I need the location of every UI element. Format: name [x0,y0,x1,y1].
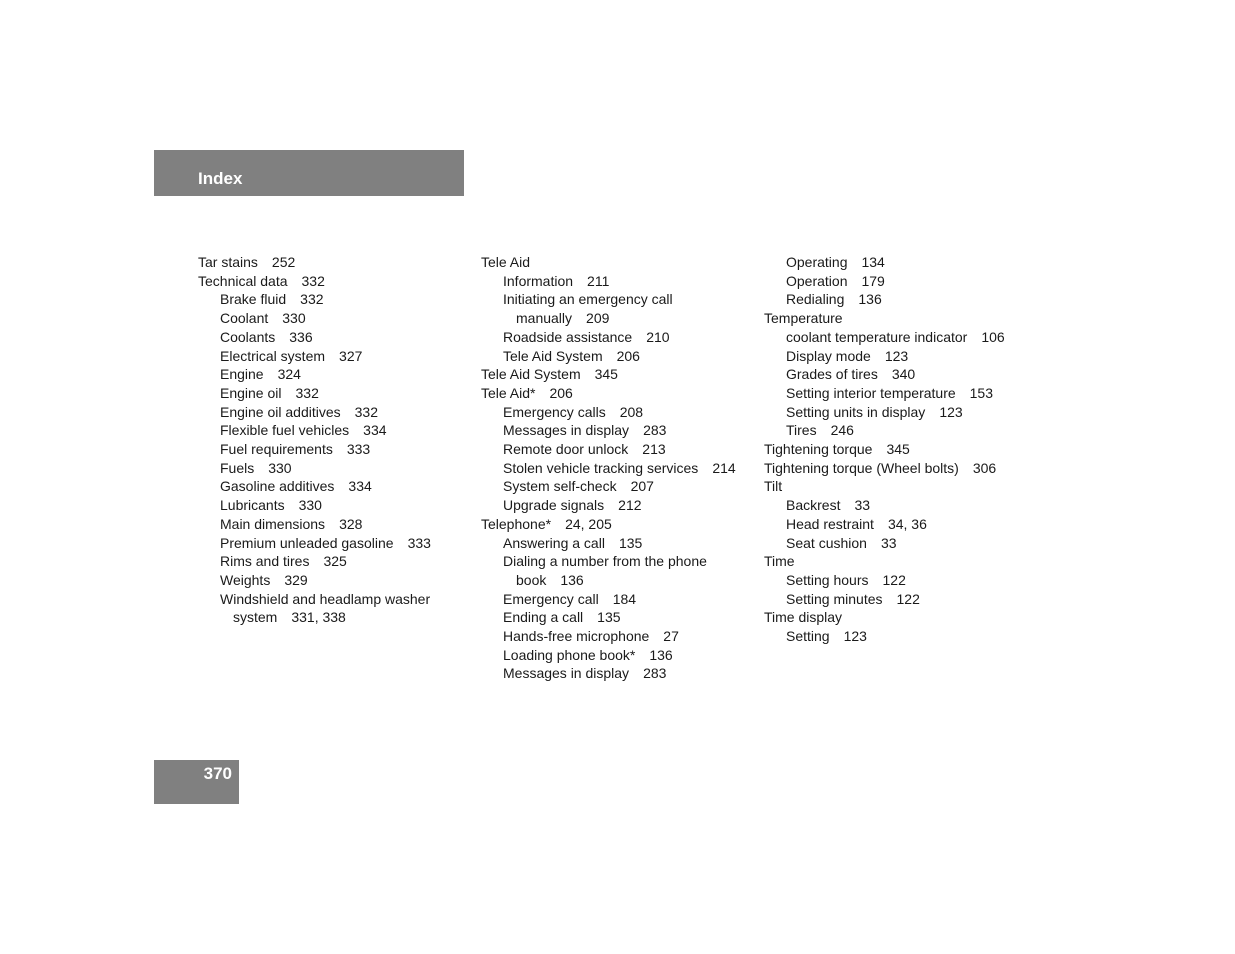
index-entry-term: Remote door unlock [503,441,629,458]
index-entry-page-ref[interactable]: 27 [663,628,679,645]
index-entry [198,309,478,328]
index-entry [481,571,761,590]
index-entry-term: Rims and tires [220,553,310,570]
index-entry-page-ref[interactable]: 306 [972,459,997,476]
index-entry-page-ref[interactable]: 332 [300,291,324,308]
index-entry [481,477,761,496]
index-entry-page-ref[interactable]: 327 [339,347,363,364]
index-entry-term: Gasoline additives [220,478,335,495]
index-entry-term: Flexible fuel vehicles [220,422,350,439]
index-entry-term: Messages in display [503,422,630,439]
index-entry-page-ref[interactable]: 122 [896,590,920,607]
index-entry [764,590,1044,609]
index-entry-term: Hands-free microphone [503,628,650,645]
index-column-1 [198,253,478,627]
index-entry [198,571,478,590]
index-entry-term: Tightening torque [764,441,873,458]
index-entry [481,552,761,571]
index-entry [764,384,1044,403]
index-entry-page-ref[interactable]: 24, 205 [565,515,612,532]
index-column-3 [764,253,1044,646]
index-entry-page-ref[interactable]: 334 [363,422,387,439]
index-entry-page-ref[interactable]: 246 [830,422,854,439]
index-entry-term: Tires [786,422,817,439]
index-entry [198,421,478,440]
index-entry [764,253,1044,272]
index-entry-term: Tightening torque (Wheel bolts) [764,459,959,476]
index-entry [198,496,478,515]
index-entry-term: Tele Aid* [481,384,536,401]
index-entry [481,384,761,403]
index-entry [481,347,761,366]
index-entry-term: Setting interior temperature [786,384,956,401]
index-entry [198,608,478,627]
index-entry [764,440,1044,459]
index-entry-term: Stolen vehicle tracking services [503,459,699,476]
index-entry-page-ref[interactable]: 213 [642,441,666,458]
index-entry-page-ref[interactable]: 330 [282,310,306,327]
index-entry [198,515,478,534]
index-entry [764,571,1044,590]
index-entry [481,309,761,328]
index-entry-page-ref[interactable]: 336 [289,328,313,345]
index-entry-page-ref[interactable]: 135 [618,534,643,551]
index-entry-page-ref[interactable]: 345 [594,366,618,383]
index-entry [481,608,761,627]
index-entry-term: Weights [220,571,271,588]
index-entry-page-ref[interactable]: 33 [880,534,897,551]
index-entry [764,421,1044,440]
index-entry-page-ref[interactable]: 136 [858,291,882,308]
index-entry-page-ref[interactable]: 325 [323,553,347,570]
index-entry-term: Premium unleaded gasoline [220,534,394,551]
index-entry-term: Tele Aid [481,254,531,270]
index-entry [764,403,1044,422]
index-entry-term: Initiating an emergency call [503,291,673,308]
index-entry [198,440,478,459]
index-entry-term: Setting units in display [786,403,926,420]
index-entry [764,496,1044,515]
index-entry-term: Telephone* [481,515,552,532]
index-entry [198,590,478,609]
page-number: 370 [203,764,232,783]
index-entry-page-ref[interactable]: 340 [891,366,916,383]
index-entry [764,328,1044,347]
index-entry-page-ref[interactable]: 212 [618,497,642,514]
index-entry [481,272,761,291]
index-entry [481,328,761,347]
index-entry [481,534,761,553]
index-entry-page-ref[interactable]: 208 [619,403,644,420]
index-entry-term: Emergency calls [503,403,606,420]
index-entry [198,272,478,291]
index-entry-term: Ending a call [503,609,584,626]
index-entry [764,477,1044,496]
index-entry [764,627,1044,646]
index-entry [764,347,1044,366]
index-entry-page-ref[interactable]: 136 [560,571,584,588]
section-title: Index [198,169,243,188]
index-entry-page-ref[interactable]: 328 [339,515,363,532]
index-entry-page-ref[interactable]: 153 [969,384,993,401]
index-entry-page-ref[interactable]: 106 [981,328,1005,345]
index-entry-page-ref[interactable]: 331, 338 [291,609,346,626]
index-entry [764,459,1044,478]
index-entry-term: Lubricants [220,497,285,514]
index-entry-term: Display mode [786,347,871,364]
index-entry [481,403,761,422]
section-header-bar [154,150,464,196]
index-entry-page-ref[interactable]: 333 [407,534,431,551]
index-entry-term: System self-check [503,478,617,495]
index-entry-term: Messages in display [503,665,630,682]
index-entry-page-ref[interactable]: 283 [643,665,667,682]
index-entry-page-ref[interactable]: 214 [712,459,736,476]
index-entry [198,477,478,496]
index-entry [198,403,478,422]
index-entry-page-ref[interactable]: 134 [861,254,885,270]
index-entry [764,552,1044,571]
index-entry-term: Setting [786,628,830,645]
index-entry [764,272,1044,291]
index-entry-page-ref[interactable]: 332 [295,384,319,401]
index-entry-page-ref[interactable]: 34, 36 [887,515,927,532]
index-entry-term: Backrest [786,497,841,514]
index-entry [481,664,761,683]
index-entry [481,365,761,384]
index-entry [481,515,761,534]
index-entry-term: Main dimensions [220,515,326,532]
index-entry-term: Head restraint [786,515,874,532]
index-entry-term: Setting minutes [786,590,883,607]
index-entry-term: Tar stains [198,254,258,270]
index-entry-term: Coolant [220,310,269,327]
index-entry-term: Seat cushion [786,534,867,551]
index-entry-term: Time display [764,609,843,626]
index-entry-page-ref[interactable]: 210 [646,328,670,345]
index-entry [481,253,761,272]
index-entry-term: Answering a call [503,534,605,551]
index-entry [764,309,1044,328]
index-entry-page-ref[interactable]: 33 [854,497,871,514]
index-entry-page-ref[interactable]: 345 [886,441,910,458]
index-entry-page-ref[interactable]: 123 [939,403,963,420]
index-entry-page-ref[interactable]: 334 [348,478,372,495]
index-entry-page-ref[interactable]: 122 [882,571,906,588]
index-entry-page-ref[interactable]: 123 [884,347,909,364]
index-entry-term: Engine oil [220,384,282,401]
index-entry-term: Operation [786,272,848,289]
index-entry-term: Dialing a number from the phone [503,553,707,570]
index-entry-term: Engine [220,366,264,383]
index-entry [198,459,478,478]
index-entry-term: Roadside assistance [503,328,633,345]
index-entry [481,646,761,665]
index-entry [481,290,761,309]
index-entry [764,515,1044,534]
page-number-box [154,760,239,804]
index-entry-page-ref[interactable]: 252 [271,254,296,270]
index-entry-term: Technical data [198,272,288,289]
index-entry-page-ref[interactable]: 136 [649,646,673,663]
index-entry [764,534,1044,553]
index-entry-page-ref[interactable]: 209 [586,310,610,327]
index-entry-page-ref[interactable]: 206 [616,347,640,364]
index-entry-page-ref[interactable]: 324 [277,366,301,383]
index-entry-term: Coolants [220,328,276,345]
index-entry [481,496,761,515]
index-entry-term: Engine oil additives [220,403,341,420]
index-entry [764,290,1044,309]
index-entry-term: Tele Aid System [481,366,581,383]
index-entry-page-ref[interactable]: 330 [298,497,322,514]
index-entry [481,627,761,646]
index-entry [481,590,761,609]
index-entry-page-ref[interactable]: 333 [346,441,371,458]
index-entry-page-ref[interactable]: 207 [630,478,654,495]
index-entry [198,253,478,272]
index-entry-term: book [516,571,547,588]
index-entry-term: Emergency call [503,590,599,607]
index-entry-term: Grades of tires [786,366,878,383]
index-entry-term: Fuels [220,459,255,476]
index-entry-term: manually [516,310,573,327]
index-entry-term: Fuel requirements [220,441,333,458]
index-entry-page-ref[interactable]: 179 [861,272,885,289]
index-entry [198,328,478,347]
index-entry [198,365,478,384]
index-entry [481,459,761,478]
index-entry-term: Electrical system [220,347,326,364]
index-entry-page-ref[interactable]: 283 [643,422,667,439]
index-entry [481,421,761,440]
index-entry-term: Information [503,272,574,289]
index-entry-term: Temperature [764,310,843,327]
index-entry-term: Windshield and headlamp washer [220,590,431,607]
index-entry-page-ref[interactable]: 135 [597,609,621,626]
index-entry-page-ref[interactable]: 123 [843,628,867,645]
index-entry-page-ref[interactable]: 184 [612,590,637,607]
index-entry-term: Redialing [786,291,845,308]
index-entry-term: Tilt [764,478,783,495]
index-entry [481,440,761,459]
index-entry [198,534,478,553]
index-column-2 [481,253,761,683]
index-entry-term: Upgrade signals [503,497,605,514]
index-entry-term: Brake fluid [220,291,287,308]
index-entry-page-ref[interactable]: 330 [268,459,292,476]
index-entry-page-ref[interactable]: 332 [354,403,378,420]
index-entry-page-ref[interactable]: 206 [549,384,573,401]
index-entry-page-ref[interactable]: 329 [284,571,308,588]
index-entry [198,552,478,571]
index-entry [198,384,478,403]
index-entry-term: coolant temperature indicator [786,328,968,345]
index-entry [198,347,478,366]
index-entry [764,608,1044,627]
index-entry-term: Tele Aid System [503,347,603,364]
index-entry-term: system [233,609,278,626]
index-entry-term: Loading phone book* [503,646,636,663]
index-entry [764,365,1044,384]
index-entry-term: Time [764,553,795,570]
index-entry-page-ref[interactable]: 332 [301,272,325,289]
index-entry [198,290,478,309]
index-entry-term: Operating [786,254,848,270]
index-entry-term: Setting hours [786,571,869,588]
index-entry-page-ref[interactable]: 211 [587,272,610,289]
